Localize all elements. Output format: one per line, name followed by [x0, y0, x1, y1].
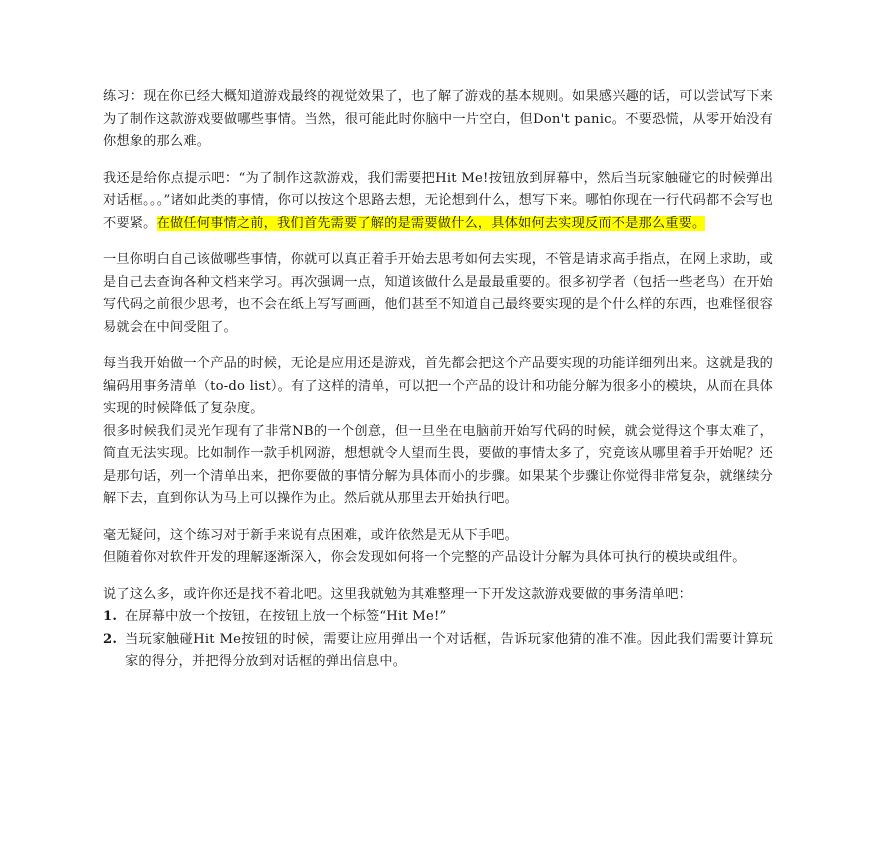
todo-list: [103, 606, 773, 674]
paragraph-todo-list: 每当我开始做一个产品的时候，无论是应用还是游戏，首先都会把这个产品要实现的功能详细列出来。这就是我的编码用事务清单（to-do list）。有了这样的清单，可以把一个产品的设计和功能分解为很多小的模块，从而在具体实现的时候降低了复杂度。: [103, 356, 773, 416]
todo-item-text: 在屏幕中放一个按钮，在按钮上放一个标签“Hit Me!”: [125, 609, 447, 624]
todo-item: [103, 629, 773, 674]
highlighted-sentence: 在做任何事情之前，我们首先需要了解的是需要做什么，具体如何去实现反而不是那么重要。: [156, 215, 706, 231]
todo-item-text: 当玩家触碰Hit Me按钮的时候，需要让应用弹出一个对话框，告诉玩家他猜的准不准。因此我们需要计算玩家的得分，并把得分放到对话框的弹出信息中。: [125, 631, 773, 669]
paragraph-difficulty: 毫无疑问，这个练习对于新手来说有点困难，或许依然是无从下手吧。: [103, 527, 519, 543]
todo-item: [103, 606, 773, 629]
todo-item-number: 2.: [103, 631, 118, 647]
paragraph-hint: [103, 168, 773, 236]
document-page: [103, 86, 773, 674]
paragraph-exercise: 练习：现在你已经大概知道游戏最终的视觉效果了，也了解了游戏的基本规则。如果感兴趣的话，可以尝试写下来为了制作这款游戏要做哪些事情。当然，很可能此时你脑中一片空白，但Don't panic。不要恐慌，从零开始没有你想象的那么难。: [103, 89, 773, 149]
paragraph-hint-text: 我还是给你点提示吧：“为了制作这款游戏，我们需要把Hit Me!按钮放到屏幕中，然后当玩家触碰它的时候弹出对话框。。。”诸如此类的事情，你可以按这个思路去想，无论想到什么，想写下来。哪怕你现在一行代码都不会写也不要紧。: [103, 170, 773, 231]
paragraph-deeper-understanding: 但随着你对软件开发的理解逐渐深入，你会发现如何将一个完整的产品设计分解为具体可执行的模块或组件。: [103, 550, 746, 565]
paragraph-summary: 说了这么多，或许你还是找不着北吧。这里我就勉为其难整理一下开发这款游戏要做的事务清单吧：: [103, 586, 693, 602]
paragraph-understanding: 一旦你明白自己该做哪些事情，你就可以真正着手开始去思考如何去实现，不管是请求高手指点，在网上求助，或是自己去查询各种文档来学习。再次强调一点，知道该做什么是最最重要的。很多初学者（包括一些老鸟）在开始写代码之前很少思考，也不会在纸上写写画画，他们甚至不知道自己最终要实现的是个什么样的东西，也难怪很容易就会在中间受阻了。: [103, 252, 773, 335]
todo-item-number: 1.: [103, 609, 118, 624]
paragraph-inspiration: 很多时候我们灵光乍现有了非常NB的一个创意，但一旦坐在电脑前开始写代码的时候，就会觉得这个事太难了，简直无法实现。比如制作一款手机网游，想想就令人望而生畏，要做的事情太多了，究竟该从哪里着手开始呢？还是那句话，列一个清单出来，把你要做的事情分解为具体而小的步骤。如果某个步骤让你觉得非常复杂，就继续分解下去，直到你认为马上可以操作为止。然后就从那里去开始执行吧。: [103, 423, 773, 506]
